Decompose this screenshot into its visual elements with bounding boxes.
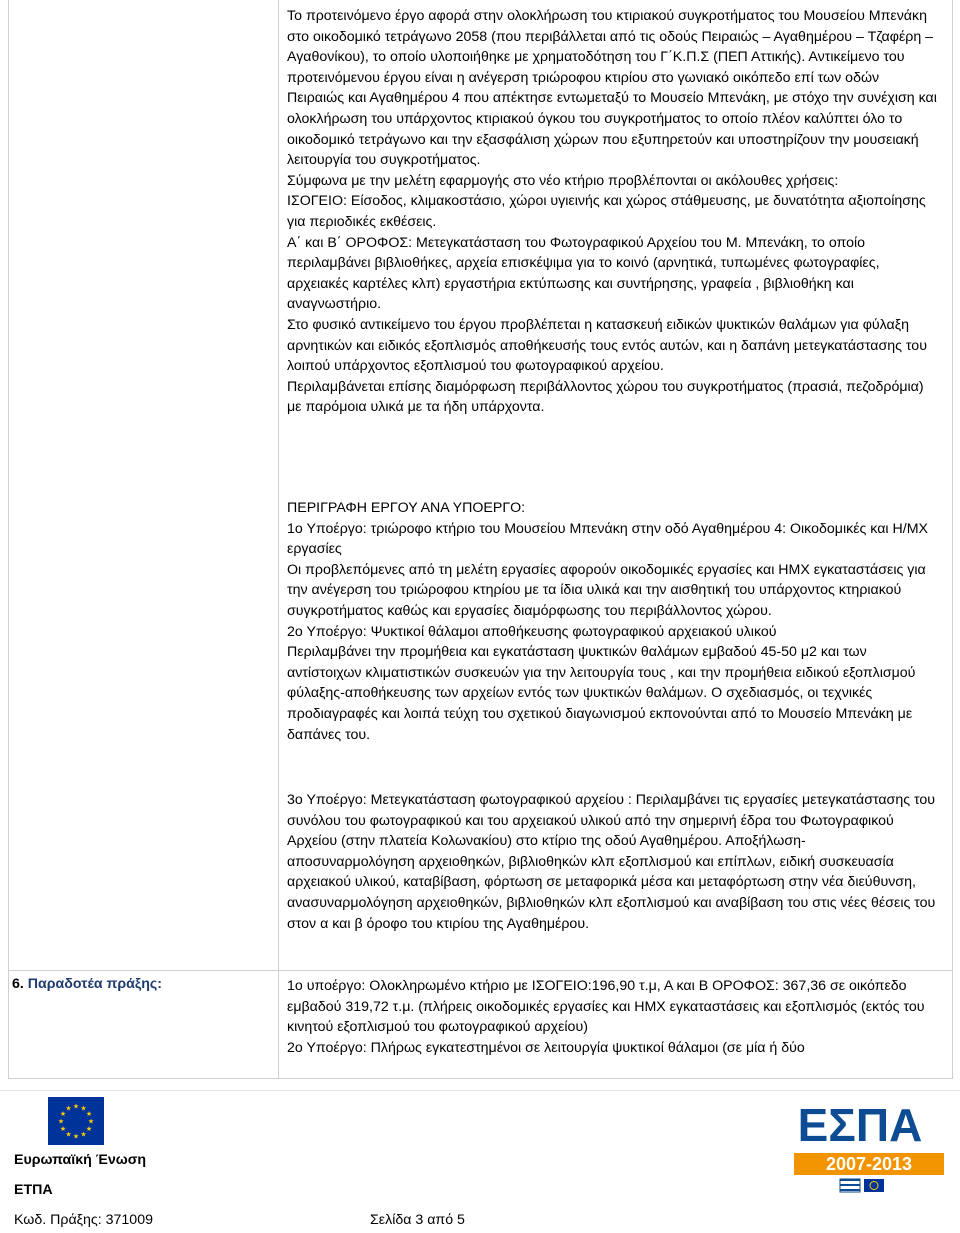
project-code: Κωδ. Πράξης: 371009 (14, 1212, 153, 1228)
paragraph: Το προτεινόμενο έργο αφορά στην ολοκλήρωση του κτιριακού συγκροτήματος του Μουσείου Μπενάκη στο οικοδομικό τετράγωνο 2058 (που περιβάλλεται από τις οδούς Πειραιώς – Αγαθημέρου – Τζαφέρη – Αγαθονίκου), το οποίο υλοποιήθηκε με χρηματοδότηση του Γ΄Κ.Π.Σ (ΠΕΠ Αττικής). Αντικείμενο του προτεινόμενου έργου είναι η ανέγερση τριώροφου κτιρίου στο γωνιακό οικόπεδο επί των οδών Πειραιώς και Αγαθημέρου 4 που απέκτησε εντωμεταξύ το Μουσείο Μπενάκη, με στόχο την συνέχιση και ολοκλήρωση του υπάρχοντος κτιριακού όγκου του συγκροτήματος το οποίο πλέον καλύπτει όλο το οικοδομικό τετράγωνο και την εξασφάλιση χώρων που εξυπηρετούν και υποστηρίζουν την μουσειακή λειτουργία του συγκροτήματος. (287, 8, 937, 169)
eu-star-icon: ★ (80, 1131, 87, 1139)
eu-star-icon: ★ (80, 1105, 87, 1113)
fund-label: ΕΤΠΑ (14, 1182, 53, 1198)
page-number: Σελίδα 3 από 5 (370, 1212, 465, 1228)
subproject-heading: ΠΕΡΙΓΡΑΦΗ ΕΡΓΟΥ ΑΝΑ ΥΠΟΕΡΓΟ: (287, 500, 526, 516)
project-description (287, 6, 937, 418)
section-title: Παραδοτέα πράξης: (27, 976, 162, 992)
subproject-description (287, 498, 937, 745)
subproject-2-text: Περιλαμβάνει την προμήθεια και εγκατάσταση ψυκτικών θαλάμων εμβαδού 45-50 μ2 και των αντίστοιχων κλιματιστικών συσκευών για την λειτουργία τους , και την προμήθεια ειδικού εξοπλισμού φύλαξης-αποθήκευσης των αρχείων εντός των ψυκτικών θαλάμων. Ο σχεδιασμός, οι τεχνικές προδιαγραφές και λοιπά τεύχη του σχετικού διαγωνισμού εκπονούνται από το Μουσείο Μπενάκη με δαπάνες του. (287, 644, 916, 743)
deliverable-line: 1ο υποέργο: Ολοκληρωμένο κτήριο με ΙΣΟΓΕΙΟ:196,90 τ.μ, Α και Β ΟΡΟΦΟΣ: 367,36 σε οικόπεδο εμβαδού 319,72 τ.μ. (πλήρεις οικοδομικές εργασίες και ΗΜΧ εγκαταστάσεις και εξοπλισμός (εκτός του κινητού εξοπλισμού του φωτογραφικού αρχείου) (287, 978, 925, 1036)
section-number: 6. (12, 976, 24, 992)
eu-star-icon: ★ (65, 1131, 72, 1139)
eu-star-icon: ★ (85, 1126, 93, 1133)
footer-divider (0, 1090, 960, 1091)
eu-star-icon: ★ (59, 1126, 67, 1133)
eu-star-icon: ★ (72, 1103, 80, 1111)
subproject-2-title: 2ο Υποέργο: Ψυκτικοί θάλαμοι αποθήκευσης φωτογραφικού αρχειακού υλικού (287, 623, 777, 640)
paragraph: Σύμφωνα με την μελέτη εφαρμογής στο νέο κτήριο προβλέπονται οι ακόλουθες χρήσεις: (287, 172, 839, 189)
eu-star-icon: ★ (87, 1118, 95, 1126)
deliverables-text (287, 976, 937, 1058)
paragraph: Περιλαμβάνεται επίσης διαμόρφωση περιβάλλοντος χώρου του συγκροτήματος (πρασιά, πεζοδρόμια) με παρόμοια υλικά με τα ήδη υπάρχοντα. (287, 378, 924, 416)
subproject-1-title: 1ο Υποέργο: τριώροφο κτήριο του Μουσείου Μπενάκη στην οδό Αγαθημέρου 4: Οικοδομικές και Η/ΜΧ εργασίες (287, 520, 928, 558)
eu-star-icon: ★ (72, 1133, 80, 1141)
espa-logo-icon (770, 1095, 950, 1195)
paragraph: Στο φυσικό αντικείμενο του έργου προβλέπεται η κατασκευή ειδικών ψυκτικών θαλάμων για φύλαξη αρνητικών και ειδικός εξοπλισμός αποθήκευσής τους εντός αυτών, και η δαπάνη μετεγκατάστασης του λοιπού υπάρχοντος εξοπλισμού του φωτογραφικού αρχείου. (287, 316, 927, 375)
eu-label: Ευρωπαϊκή Ένωση (14, 1152, 147, 1168)
eu-star-icon: ★ (85, 1111, 93, 1118)
table-row-divider (8, 970, 953, 971)
subproject-3-text: 3ο Υποέργο: Μετεγκατάσταση φωτογραφικού αρχείου : Περιλαμβάνει τις εργασίες μετεγκατάστασης του συνόλου του φωτογραφικού και του αρχειακού υλικού από την σημερινή έδρα του Φωτογραφικού Αρχείου (στην πλατεία Κολωνακίου) στο κτίριο της οδού Αγαθημέρου. Αποξήλωση- αποσυναρμολόγηση αρχειοθηκών, βιβλιοθηκών κλπ εξοπλισμού και επίπλων, ειδική συσκευασία αρχειακού υλικού, καταβίβαση, φόρτωση σε μεταφορικά μέσα και μεταφόρτωση στην νέα διεύθυνση, ανασυναρμολόγηση αρχειοθηκών, βιβλιοθηκών κλπ εξοπλισμού και αναβίβαση του στις νέες θέσεις του στον α και β όροφο του κτιρίου της Αγαθημέρου. (287, 792, 936, 932)
subproject-3 (287, 790, 937, 934)
subproject-1-text: Οι προβλεπόμενες από τη μελέτη εργασίες αφορούν οικοδομικές εργασίες και ΗΜΧ εγκαταστάσεις για την ανέγερση του τριώροφου κτηρίου με τα ίδια υλικά και την αισθητική του υπάρχοντος κτηριακού συγκροτήματος καθώς και εργασίες διαμόρφωσης του περιβάλλοντος χώρου. (287, 561, 926, 619)
table-column-divider (278, 0, 279, 1079)
paragraph: Α΄ και Β΄ ΟΡΟΦΟΣ: Μετεγκατάσταση του Φωτογραφικού Αρχείου του Μ. Μπενάκη, το οποίο περιλαμβάνει βιβλιοθήκες, αρχεία επισκέψιμα για το κοινό (αρνητικά, τυπωμένες φωτογραφίες, αρχειακές καρτέλες κλπ) εργαστήρια εκτύπωσης και συντήρησης, γραφεία , βιβλιοθήκη και αναγνωστήριο. (287, 234, 880, 313)
eu-star-icon: ★ (65, 1105, 72, 1113)
espa-logo-text: ΕΣΠΑ (797, 1099, 923, 1151)
deliverable-line: 2ο Υποέργο: Πλήρως εγκατεστημένοι σε λειτουργία ψυκτικοί θάλαμοι (σε μία ή δύο (287, 1039, 805, 1056)
eu-star-icon: ★ (57, 1118, 65, 1126)
espa-years: 2007-2013 (825, 1154, 913, 1174)
eu-flag-icon (48, 1097, 104, 1145)
eu-star-icon: ★ (59, 1111, 67, 1118)
deliverables-label (12, 976, 162, 992)
paragraph: ΙΣΟΓΕΙΟ: Είσοδος, κλιμακοστάσιο, χώροι υγιεινής και χώρος στάθμευσης, με δυνατότητα αξιοποίησης για περιοδικές εκθέσεις. (287, 193, 926, 230)
